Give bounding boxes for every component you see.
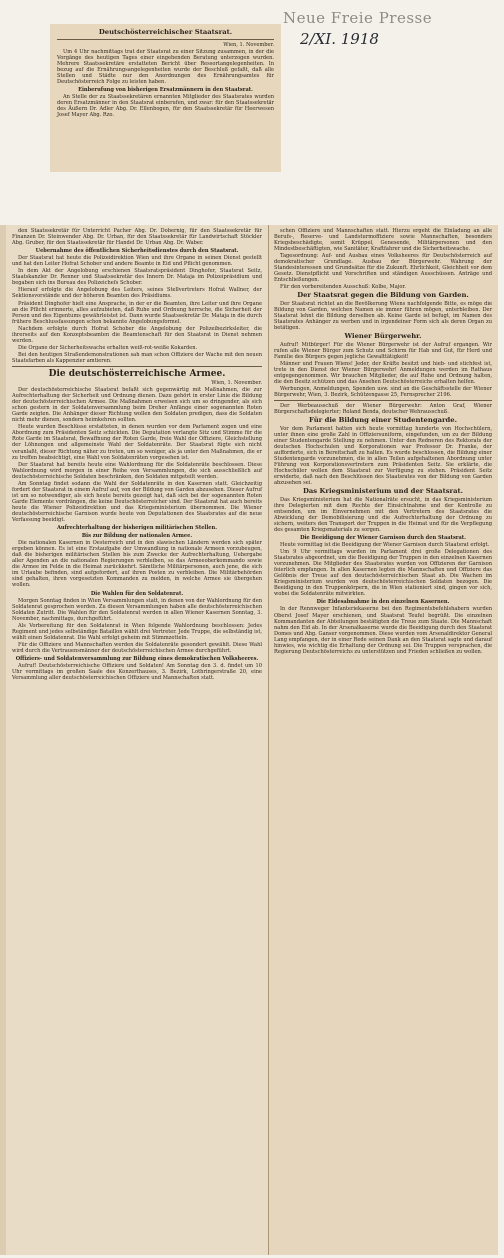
paragraph: Morgen Sonntag finden in Wien Versammlungen statt, in denen von der Wahlordnung für den Soldatenrat gesprochen werden. Zu diesen Versammlungen haben alle deutschösterreichischen Soldaten Zutritt. Die Wahlen für den Soldatenrat werden in allen Wiener Kasernen Sonntag, 3. November, nachmittags, durchgeführt.: [12, 597, 262, 622]
clipping-staatsrat: [50, 24, 281, 172]
paragraph: Männer und Frauen Wiens! Jeder, der Kräfte besitzt und hieb- und stichfest ist, trete in den Dienst der Wiener Bürgerwehr! Anmeldungen werden im Rathaus entgegengenommen. Wir brauchen Mitglieder, die auf Ruhe und Ordnung halten, die den Besitz schützen und das Ansehen Deutschösterreichs erhalten helfen.: [274, 360, 492, 385]
paragraph: In dem Akt der Angelobung erschienen Staatsratspräsident Dinghofer, Staatsrat Seitz, Staatskanzler Dr. Renner und Staatssekretär des Innern Dr. Mataja im Polizeipräsidium und begaben sich ins Bureau des Polizeichefs Schober.: [12, 268, 262, 287]
paragraph: Um 9 Uhr vormittags wurden im Parlament drei große Delegationen des Staatsrates abgeordnet, um die Beeidigung der Truppen in den einzelnen Kasernen vorzunehmen. Die Mitglieder des Staatsrates wurden von Offizieren der Garnison feierlich empfangen. In allen Kasernen legten die Mannschaften und Offiziere das Gelöbnis der Treue auf den deutschösterreichischen Staat ab. Die Wachen im Kriegsministerium wurden von deutschösterreichischen Soldaten bezogen. Die Beeidigung in den Truppenkörpern, die in Wien stationiert sind, gingen vor sich, wobei die Soldatenräte mitwirkten.: [274, 549, 492, 598]
body: [274, 228, 492, 290]
section-heading: Die Beeidigung der Wiener Garnison durch den Staatsrat.: [300, 534, 466, 541]
paragraph: An Stelle der zu Staatssekretären ernannten Mitglieder des Staatsrates wurden deren Ersatzmänner in den Staatsrat einberufen, und zwar: für den Staatssekretär des Äußern Dr. Adler Abg. Dr. Ellenbogen, für den Staatssekretär für Heerwesen Josef Mayer Abg. Rzo.: [57, 93, 274, 119]
article-column-left: [6, 225, 268, 1255]
paragraph: Vor dem Parlament hatten sich heute vormittag hunderte von Hochschülern, unter ihnen eine große Zahl in Offiziersuniform, eingefunden, um zu der Bildung einer Studentengarde Stellung zu nehmen. Unter den Redneren des Rektorats der deutschen Hochschulen und Korporationen war Professor Dr. Franke, der aufforderte, sich in Bereitschaft zu halten. Es wurde beschlossen, die Bildung einer Studentengarde vorzunehmen, die in allen Teilen aufgehaltenen Abordnung unter Führung von Korporationsvertretern zum Präsidenten Seitz. Sie erklärte, die Hochschüler wollen dem Staatsrat zur Verfügung zu stehen. Präsident Seitz erwiderte, daß nach den Beschlüssen des Staatsrates von der Bildung von Garden abzusehen sei.: [274, 425, 492, 487]
section-heading: Wiener Bürgerwehr.: [344, 332, 422, 341]
paragraph: Tagesordnung: Auf- und Ausbau eines Volksheeres für Deutschösterreich auf demokratischer Grundlage. Ausbau der Bürgerwehr. Wahrung der Standesinteressen und Grundsätze für die Zukunft. Ehrlichkeit, Gleichheit vor dem Gesetz. Dienstpflicht und Vorschriften und ständigen Ausschüssen. Anträge und Entschließungen.: [274, 253, 492, 284]
paragraph: Die Organe der Sicherheitswache erhalten weiß-rot-weiße Kokarden.: [18, 344, 198, 351]
divider: [274, 400, 492, 401]
section-heading: Aufrechterhaltung der bisherigen militärischen Stellen.: [56, 525, 218, 532]
paragraph: Als Vorbereitung für den Soldatenrat in Wien folgende Wahlordnung beschlossen: Jedes Regiment und jedes selbständige Bataillon wählt drei Vertreter. Jede Truppe, die selbständig ist, wählt einen Soldatenrat. Die Wahl erfolgt geheim mit Stimmzetteln.: [12, 622, 262, 641]
body: [12, 228, 262, 246]
body: [57, 49, 274, 85]
paragraph: In der Rennweger Infanteriekaserne bei den Regimentsbefehlshabern wurden Oberst Josef Mayer erschienen, und Staatsrat Teufel begrüßt. Die einzelnen Kommandanten der Abteilungen bestätigten die Treue zum Staate. Die Mannschaft nahm den Eid ab. In der Arsenalkaserne wurde die Beeidigung durch den Staatsrat Domes und Abg. Ganser vorgenommen. Diese wurden vom Arsenaldirektor General Lang empfangen, der in einer Rede seinen Dank an den Staatsrat sagte und darauf hinwies, wie wichtig die Erhaltung der Ordnung sei. Die Truppen versprachen, die Regierung Deutschösterreichs zu unterstützen und Frieden schließen zu wollen.: [274, 606, 492, 655]
paragraph: Hierauf erfolgte die Angelobung des Leiters, seines Stellvertreters Hofrat Wallner, der Sektionsvorstände und der höheren Beamten des Präsidiums.: [12, 287, 262, 300]
divider: [57, 39, 274, 40]
paragraph: Nachdem erfolgte durch Hofrat Schober die Angelobung der Polizeibezirksleiter, die ihrerseits auf den Konzeptsbeamten die Beamtenschaft für den Staatsrat in Dienst nehmen werden.: [12, 325, 262, 344]
dateline: Wien, 1. November.: [223, 41, 274, 48]
body: [274, 606, 492, 654]
paragraph: Aufruf! Deutschösterreichische Offiziere und Soldaten! Am Sonntag den 3. d. findet um 10 Uhr vormittags im großen Saale des Konzerthauses, 3. Bezirk, Lothringerstraße 20, eine Versammlung aller deutschösterreichischen Offiziere und Mannschaften statt.: [12, 663, 262, 682]
body: [57, 94, 274, 118]
divider: [12, 366, 262, 367]
paragraph: Werbungen, Anmeldungen, Spenden usw. sind an die Geschäftsstelle der Wiener Bürgerwehr, Wien, 3. Bezirk, Schützengasse 25, Fernsprecher 2196.: [274, 386, 492, 399]
body: [274, 426, 492, 486]
paragraph: Für die Offiziere und Mannschaften werden die Soldatenräte gesondert gewählt. Diese Wahl wird durch die Vertrauensmänner der deutschösterreichischen Armee durchgeführt.: [12, 641, 262, 654]
body: [12, 663, 262, 681]
section-heading: Der Staatsrat gegen die Bildung von Garden.: [297, 291, 469, 300]
paragraph: Am Sonntag findet sodann die Wahl der Soldatenräte in den Kasernen statt. Gleichzeitig fordert der Staatsrat in einem Aufruf auf, von der Bildung von Garden abzusehen. Dieser Aufruf ist um so notwendiger, als sich heute bereits gezeigt hat, daß sich bei der sogenannten Roten Garde Elemente vordrängen, die keine Deutschösterreicher sind. Der Staatsrat hat auch bereits heute die Wiener Polizeidirektion und das Kriegsministerium übernommen. Die Wiener deutschösterreichische Garnison wurde heute von Deputationen des Staatsrates auf die neue Verfassung beeidigt.: [12, 480, 262, 524]
paragraph: Der deutschösterreichische Staatsrat befaßt sich gegenwärtig mit Maßnahmen, die zur Aufrechterhaltung der Sicherheit und Ordnung dienen. Dazu gehört in erster Linie die Bildung der deutschösterreichischen Armee. Die Maßnahmen erweisen sich um so dringender, als sich schon gestern in der Soldatenversammlung beim Dreher Anfänge einer sogenannten Roten Garde zeigten. Die Anhänger dieser Richtung wollen den Soldaten predigen, dass die Soldaten nicht mehr dienen, sondern heimkehren sollten.: [12, 387, 262, 424]
section-heading: Für die Bildung einer Studentengarde.: [309, 416, 457, 425]
section-heading: Die Wahlen für den Soldatenrat.: [90, 590, 184, 597]
clipping-title: Deutschösterreichischer Staatsrat.: [98, 28, 233, 36]
section-heading: Die Eidesabnahme in den einzelnen Kasernen.: [316, 599, 450, 606]
dateline: Wien, 1. November.: [211, 379, 262, 386]
paragraph: Um 4 Uhr nachmittags trat der Staatsrat zu einer Sitzung zusammen, in der die Vorgänge des heutigen Tages einer eingehenden Beratung unterzogen wurden. Mehrere Staatssekretäre erstatteten Bericht über Ressortangelegenheiten. In bezug auf die Ernährungsangelegenheiten wurde der Beschluß gefaßt, daß alle Stellen und Städte nur den Anordnungen des Ernährungsamtes für Deutschösterreich Folge zu leisten haben.: [57, 48, 274, 85]
paragraph: Der Staatsrat richtet an die Bevölkerung Wiens nachfolgende Bitte, es möge die Bildung von Garden, welchen Namen sie immer führen mögen, unterbleiben. Der Staatsrat lehnt die Bildung derselben ab. Keine Garde ist befugt, im Namen des Staatsrates Anhänger zu werben und in irgendeiner Form sich als deren Organ zu betätigen.: [274, 300, 492, 332]
paragraph: Heute vormittag ist die Beeidigung der Wiener Garnison durch Staatsrat erfolgt.: [280, 542, 490, 549]
body: [12, 540, 262, 588]
body: [12, 598, 262, 654]
paragraph: schen Offiziere und Mannschaften statt. Hierzu ergeht die Einladung an alle Berufs-, Reserve- und Landsturmoffiziere sowie Mannschaften, besonders Kriegsbeschädigte, somit Krüppel, Genesende, Militärpersonen und den Mindestbeschäftigten, wie Sanitäter, Kraftfahrer und die Sicherheitswache.: [274, 228, 492, 253]
article-column-right: [268, 225, 498, 1255]
body: [274, 342, 492, 398]
paragraph: Heute wurden Beschlüsse erstatteten, in denen wurden vor dem Parlament zogen und eine Abordnung zum Präsidenten Seitz schickten. Die Deputation verlangte Sitz und Stimme für die Rote Garde im Staatsrat, Bewaffnung der Roten Garde, freie Wahl der Offiziere, Gleichstellung der Löhnungen und allgemeinste Wahl der Soldatenräte. Der Staatsrat fügte sich nicht veranlaßt, dieser Richtung näher zu treten, um so weniger, als ja unter den Maßnahmen, die er zu treffen beabsichtigt, eine Wahl von Soldatenräten vorgesehen ist.: [12, 424, 262, 461]
paragraph: Präsident Dinghofer hielt eine Ansprache, in der er die Beamten, ihre Leiter und ihre Organe an die Pflicht erinnerte, alles aufzubieten, daß Ruhe und Ordnung herrsche, die Sicherheit der Person und des Eigentums gewährleistet ist. Dann wurde Staatssekretär Dr. Mataja in die durch frühere Beschlussfassungen schon bekannte Angelobungsformel.: [12, 300, 262, 325]
section-heading: Das Kriegsministerium und der Staatsrat.: [302, 487, 464, 496]
newspaper-stamp: Neue Freie Presse: [283, 9, 433, 27]
paragraph: den Staatssekretär für Unterricht Pacher Abg. Dr. Dobernig, für den Staatssekretär für Finanzen Dr. Steinwender Abg. Dr. Urban, für den Staatssekretär für Landwirtschaft Stöckler Abg. Gruber, für den Staatssekretär für Handel Dr. Urban Abg. Dr. Waber.: [12, 228, 262, 247]
paragraph: Der Werbeausschuß der Wiener Bürgerwehr: Anton Graf, Wiener Bürgerschaftsdelegierter; Roland Benda, deutscher Wehrausschuß.: [274, 403, 492, 416]
paragraph: Aufruf! Mitbürger! Für die Wiener Bürgerwehr ist der Aufruf ergangen. Wir rufen alle Wiener Bürger zum Schutz und Schirm für Hab und Gut, für Herd und Familie des Bürgers gegen jegliche Gewalttätigkeit!: [274, 341, 492, 360]
paragraph: Bei den heutigen Straßendemonstrationen sah man schon Offiziere der Wache mit den neuen Staatsfarben als Kappenzier amtieren.: [12, 351, 262, 364]
handwritten-date: 2/XI. 1918: [300, 30, 379, 48]
body: [274, 301, 492, 331]
body: [274, 403, 492, 415]
paragraph: Der Staatsrat hat bereits heute eine Wahlordnung für die Soldatenräte beschlossen. Diese Wahlordnung wird morgen in einer Reihe von Versammlungen, die sich ausschließlich auf deutschösterreichische Soldaten beschränken, den Soldaten mitgeteilt werden.: [12, 461, 262, 480]
section-heading: Offiziers- und Soldatenversammlung zur Bildung eines demokratischen Volksheeres.: [15, 656, 259, 662]
body: [274, 542, 492, 597]
paragraph: Die nationalen Kasernen in Oesterreich und in den slawischen Ländern werden sich später ergeben können. Es ist eine Erstaufgabe der Umwandlung in nationale Armeen vorzubeugen, daß die bisherigen militärischen Stellen bis zum Zwecke der Aufrechterhaltung, Uebergabe aller Agenden an die nationalen Regierungen verbleiben, so das Armeeoberkommando sowie die Armee im Felde in die Heimat zurückkehrt. Sämtliche Militärpersonen, auch jene, die sich im Urlaube befinden, sind aufgefordert, auf ihren Posten zu verbleiben. Die Militärbehörden sind gehalten, ihren vorgesetzten Kommanden zu melden, in welche Armee sie übergehen wollen.: [12, 540, 262, 589]
article-title: Die deutschösterreichische Armee.: [48, 368, 226, 379]
body: [12, 387, 262, 523]
paragraph: Für den vorbereitenden Ausschuß: Kolbe, Major.: [280, 284, 406, 291]
section-heading: Bis zur Bildung der nationalen Armee.: [81, 533, 193, 540]
body: [12, 255, 262, 364]
paragraph: Der Staatsrat hat heute die Polizeidirektion Wien und ihre Organe in seinen Dienst gestellt und hat den Leiter Hofrat Schober und andere Beamte in Eid und Pflicht genommen.: [12, 255, 262, 268]
body: [274, 497, 492, 533]
clipping-seam: [268, 225, 269, 1255]
section-heading: Einberufung von bisherigen Ersatzmännern in den Staatsrat.: [78, 86, 253, 93]
section-heading: Uebernahme des öffentlichen Sicherheitsdienstes durch den Staatsrat.: [35, 248, 239, 255]
paragraph: Das Kriegsministerium hat die Nationalräte ersucht, in das Kriegsministerium ihre Delegierten mit dem Rechte der Einsichtnahme und der Kontrolle zu entsenden, um im Einvernehmen mit den Vertretern des Staatsrates die Abwicklung der Demobilisierung und die Aufrechterhaltung der Ordnung zu sichern, weiters den Transport der Truppen in die Heimat und für die Verpflegung des gesamten Kriegsmaterials zu sorgen.: [274, 496, 492, 533]
